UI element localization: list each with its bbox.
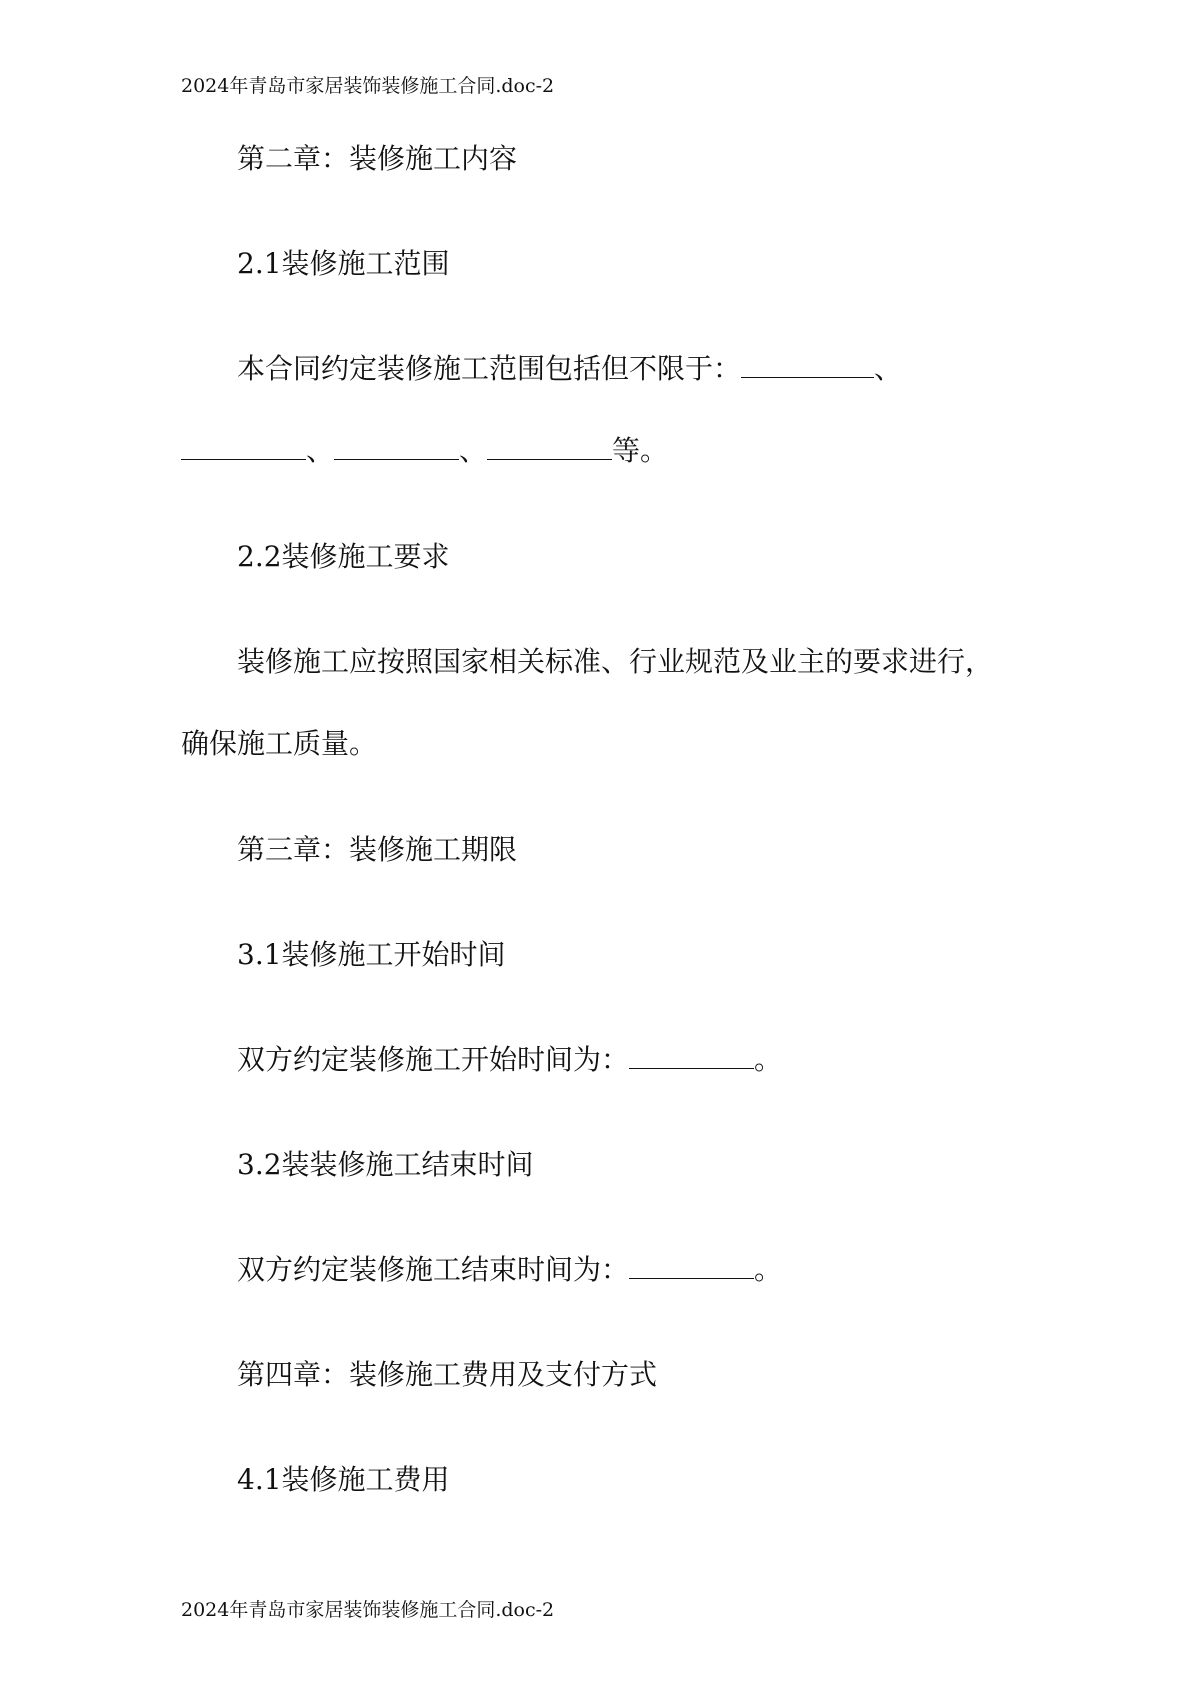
scope-intro-text: 本合同约定装修施工范围包括但不限于： bbox=[237, 352, 742, 385]
section-3-1-title: 3.1装修施工开始时间 bbox=[237, 938, 506, 971]
scope-blank-3 bbox=[334, 435, 459, 460]
scope-end-text: 等。 bbox=[612, 434, 669, 467]
scope-blank-1 bbox=[741, 353, 874, 378]
section-4-1-title: 4.1装修施工费用 bbox=[237, 1463, 450, 1496]
section-2-1-text-line-2 bbox=[181, 434, 668, 468]
section-2-1-text-line-1 bbox=[237, 352, 902, 386]
scope-blank-2 bbox=[181, 435, 306, 460]
section-2-2-text-line-2: 确保施工质量。 bbox=[181, 727, 378, 760]
section-3-2-text bbox=[237, 1253, 782, 1287]
scope-separator-1: 、 bbox=[874, 352, 903, 385]
scope-separator-2: 、 bbox=[306, 434, 335, 467]
section-3-1-text bbox=[237, 1043, 782, 1077]
section-2-1-title: 2.1装修施工范围 bbox=[237, 247, 450, 280]
start-time-period: 。 bbox=[754, 1043, 783, 1076]
section-2-2-text-line-1: 装修施工应按照国家相关标准、行业规范及业主的要求进行， bbox=[237, 645, 994, 678]
page-header: 2024年青岛市家居装饰装修施工合同.doc-2 bbox=[181, 75, 555, 97]
start-time-blank bbox=[629, 1044, 754, 1069]
section-3-2-title: 3.2装装修施工结束时间 bbox=[237, 1148, 534, 1181]
chapter-2-title: 第二章：装修施工内容 bbox=[237, 142, 518, 175]
chapter-4-title: 第四章：装修施工费用及支付方式 bbox=[237, 1358, 658, 1391]
end-time-text: 双方约定装修施工结束时间为： bbox=[237, 1253, 630, 1286]
page-footer: 2024年青岛市家居装饰装修施工合同.doc-2 bbox=[181, 1599, 555, 1621]
end-time-blank bbox=[629, 1254, 754, 1279]
scope-separator-3: 、 bbox=[459, 434, 488, 467]
start-time-text: 双方约定装修施工开始时间为： bbox=[237, 1043, 630, 1076]
section-2-2-title: 2.2装修施工要求 bbox=[237, 540, 450, 573]
end-time-period: 。 bbox=[754, 1253, 783, 1286]
scope-blank-4 bbox=[487, 435, 612, 460]
chapter-3-title: 第三章：装修施工期限 bbox=[237, 833, 518, 866]
